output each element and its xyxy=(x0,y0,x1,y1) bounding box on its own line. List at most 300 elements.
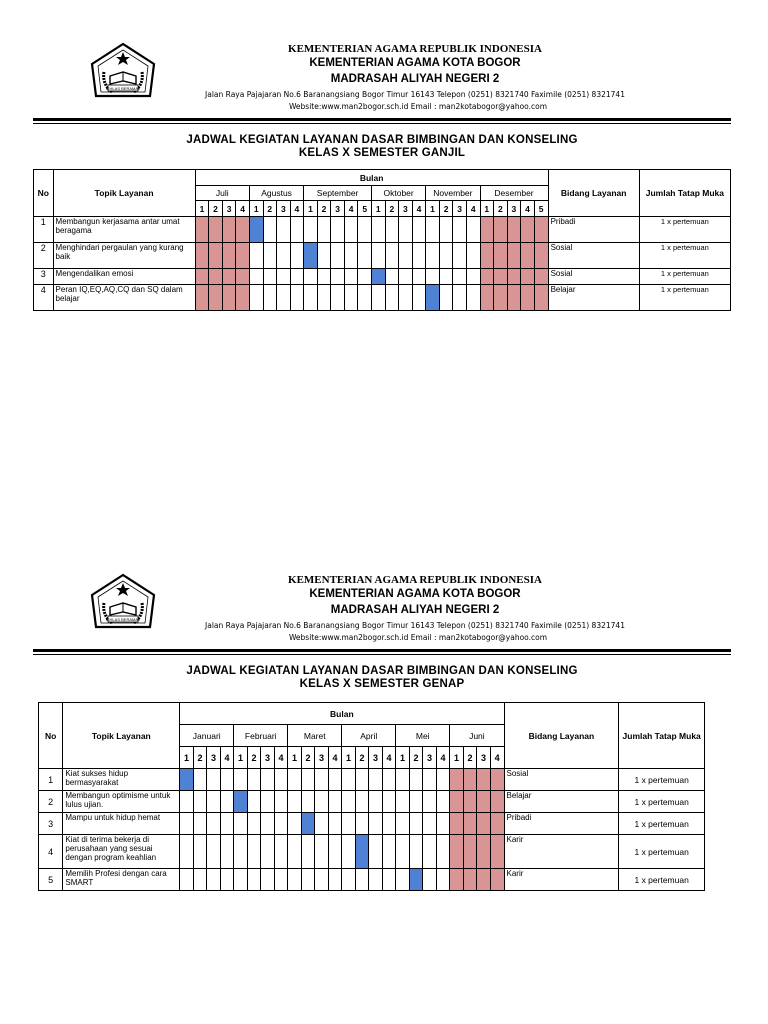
bidang-cell: Belajar xyxy=(504,791,619,813)
week-number: 4 xyxy=(220,747,234,769)
month-label: Oktober xyxy=(372,186,426,201)
month-label: Januari xyxy=(180,725,234,747)
week-cell xyxy=(453,285,467,311)
week-cell xyxy=(315,791,329,813)
week-cell xyxy=(263,285,277,311)
week-cell xyxy=(382,813,396,835)
week-cell xyxy=(274,869,288,891)
week-number: 2 xyxy=(439,201,453,217)
letterhead-divider-thin xyxy=(33,123,731,124)
month-label: Juli xyxy=(195,186,249,201)
week-number: 1 xyxy=(480,201,494,217)
week-number: 3 xyxy=(369,747,383,769)
week-cell xyxy=(396,835,410,869)
week-cell xyxy=(453,269,467,285)
week-cell xyxy=(507,285,521,311)
week-cell xyxy=(423,791,437,813)
week-cell xyxy=(274,791,288,813)
week-cell xyxy=(358,217,372,243)
week-number: 3 xyxy=(331,201,345,217)
week-cell xyxy=(396,869,410,891)
week-cell xyxy=(372,285,386,311)
letterhead-divider xyxy=(33,649,731,652)
week-number: 1 xyxy=(304,201,318,217)
week-cell xyxy=(331,269,345,285)
week-cell xyxy=(412,217,426,243)
week-cell xyxy=(236,285,250,311)
jumlah-header: Jumlah Tatap Muka xyxy=(639,170,730,217)
week-cell xyxy=(521,285,535,311)
school-name: MADRASAH ALIYAH NEGERI 2 xyxy=(330,73,500,85)
week-cell xyxy=(328,769,342,791)
week-cell xyxy=(220,791,234,813)
week-cell xyxy=(342,835,356,869)
week-cell xyxy=(466,217,480,243)
schedule-page-genap xyxy=(0,563,768,903)
week-cell xyxy=(301,835,315,869)
week-cell xyxy=(261,791,275,813)
week-cell xyxy=(490,813,504,835)
week-cell xyxy=(426,269,440,285)
week-number: 2 xyxy=(247,747,261,769)
row-number: 3 xyxy=(34,269,54,285)
week-number: 4 xyxy=(466,201,480,217)
jumlah-cell: 1 x pertemuan xyxy=(639,269,730,285)
week-cell xyxy=(331,243,345,269)
week-number: 1 xyxy=(450,747,464,769)
week-number: 3 xyxy=(423,747,437,769)
week-cell xyxy=(247,835,261,869)
week-cell xyxy=(331,285,345,311)
week-cell xyxy=(234,835,248,869)
school-address: Jalan Raya Pajajaran No.6 Baranangsiang Bogor Timur 16143 Telepon (0251) 8321740 Faximile (0251) 8321741 xyxy=(205,621,625,630)
week-cell xyxy=(382,791,396,813)
week-cell xyxy=(301,813,315,835)
week-cell xyxy=(193,769,207,791)
week-cell xyxy=(385,217,399,243)
week-cell xyxy=(249,217,263,243)
week-cell xyxy=(317,217,331,243)
week-number: 1 xyxy=(426,201,440,217)
row-number: 2 xyxy=(34,243,54,269)
week-number: 3 xyxy=(477,747,491,769)
bidang-cell: Karir xyxy=(504,869,619,891)
row-number: 3 xyxy=(39,813,63,835)
week-cell xyxy=(247,869,261,891)
week-number: 1 xyxy=(234,747,248,769)
week-number: 2 xyxy=(385,201,399,217)
week-cell xyxy=(247,791,261,813)
week-cell xyxy=(450,769,464,791)
week-cell xyxy=(209,269,223,285)
week-cell xyxy=(234,813,248,835)
week-cell xyxy=(355,835,369,869)
week-cell xyxy=(355,813,369,835)
week-cell xyxy=(207,813,221,835)
week-cell xyxy=(439,217,453,243)
week-cell xyxy=(195,269,209,285)
week-cell xyxy=(521,269,535,285)
bidang-cell: Pribadi xyxy=(504,813,619,835)
week-number: 2 xyxy=(463,747,477,769)
week-cell xyxy=(193,869,207,891)
topik-cell: Kiat sukses hidup bermasyarakat xyxy=(63,769,180,791)
table-row xyxy=(34,217,731,243)
table-row xyxy=(34,243,731,269)
month-label: September xyxy=(304,186,372,201)
logo-motto: IKHLAS BERAMAL xyxy=(105,617,141,622)
week-cell xyxy=(436,869,450,891)
school-contact: Website:www.man2bogor.sch.id Email : man2kotabogor@yahoo.com xyxy=(288,102,548,111)
bulan-header: Bulan xyxy=(180,703,504,725)
week-cell xyxy=(234,869,248,891)
jumlah-cell: 1 x pertemuan xyxy=(639,217,730,243)
week-cell xyxy=(290,243,304,269)
week-number: 4 xyxy=(490,747,504,769)
schedule-title: JADWAL KEGIATAN LAYANAN DASAR BIMBINGAN DAN KONSELING xyxy=(186,134,578,146)
week-cell xyxy=(426,217,440,243)
week-cell xyxy=(409,813,423,835)
week-cell xyxy=(317,285,331,311)
week-cell xyxy=(193,835,207,869)
week-cell xyxy=(358,243,372,269)
week-cell xyxy=(358,285,372,311)
header-row xyxy=(34,170,731,186)
letterhead xyxy=(0,563,768,642)
week-cell xyxy=(290,269,304,285)
week-cell xyxy=(209,285,223,311)
week-cell xyxy=(274,769,288,791)
week-number: 5 xyxy=(534,201,548,217)
office-line: KEMENTERIAN AGAMA KOTA BOGOR xyxy=(309,588,521,600)
jumlah-cell: 1 x pertemuan xyxy=(639,285,730,311)
week-cell xyxy=(261,835,275,869)
week-number: 4 xyxy=(328,747,342,769)
week-cell xyxy=(507,217,521,243)
week-cell xyxy=(507,269,521,285)
header-row xyxy=(39,703,705,725)
week-cell xyxy=(236,217,250,243)
week-cell xyxy=(355,769,369,791)
topik-cell: Membangun kerjasama antar umat beragama xyxy=(53,217,195,243)
week-number: 1 xyxy=(396,747,410,769)
week-cell xyxy=(436,813,450,835)
week-cell xyxy=(480,217,494,243)
week-cell xyxy=(315,835,329,869)
schedule-page-ganjil xyxy=(0,32,768,322)
week-number: 1 xyxy=(180,747,194,769)
week-number: 1 xyxy=(372,201,386,217)
week-cell xyxy=(450,869,464,891)
jumlah-header: Jumlah Tatap Muka xyxy=(619,703,705,769)
week-cell xyxy=(423,869,437,891)
week-cell xyxy=(369,869,383,891)
table-row xyxy=(39,835,705,869)
school-contact: Website:www.man2bogor.sch.id Email : man2kotabogor@yahoo.com xyxy=(288,633,548,642)
week-number: 3 xyxy=(315,747,329,769)
week-number: 2 xyxy=(301,747,315,769)
week-cell xyxy=(477,791,491,813)
week-cell xyxy=(180,791,194,813)
week-number: 2 xyxy=(494,201,508,217)
week-cell xyxy=(480,243,494,269)
letterhead xyxy=(0,32,768,111)
week-cell xyxy=(355,869,369,891)
week-cell xyxy=(180,813,194,835)
week-cell xyxy=(344,217,358,243)
week-cell xyxy=(342,769,356,791)
month-label: Maret xyxy=(288,725,342,747)
bidang-cell: Sosial xyxy=(548,243,639,269)
week-cell xyxy=(342,869,356,891)
week-cell xyxy=(222,269,236,285)
schedule-table xyxy=(38,702,705,891)
week-cell xyxy=(477,835,491,869)
week-cell xyxy=(382,769,396,791)
topik-header: Topik Layanan xyxy=(53,170,195,217)
week-cell xyxy=(274,835,288,869)
week-number: 1 xyxy=(195,201,209,217)
bidang-cell: Sosial xyxy=(504,769,619,791)
week-cell xyxy=(399,217,413,243)
week-cell xyxy=(534,243,548,269)
week-cell xyxy=(453,243,467,269)
week-cell xyxy=(399,243,413,269)
school-address: Jalan Raya Pajajaran No.6 Baranangsiang Bogor Timur 16143 Telepon (0251) 8321740 Faximile (0251) 8321741 xyxy=(205,90,625,99)
week-cell xyxy=(247,769,261,791)
week-number: 3 xyxy=(207,747,221,769)
week-cell xyxy=(209,243,223,269)
week-cell xyxy=(220,813,234,835)
week-number: 2 xyxy=(317,201,331,217)
week-cell xyxy=(261,869,275,891)
week-number: 4 xyxy=(344,201,358,217)
week-cell xyxy=(290,285,304,311)
week-cell xyxy=(249,285,263,311)
week-cell xyxy=(372,217,386,243)
jumlah-cell: 1 x pertemuan xyxy=(619,869,705,891)
week-cell xyxy=(439,243,453,269)
week-cell xyxy=(261,813,275,835)
week-cell xyxy=(423,769,437,791)
week-cell xyxy=(222,285,236,311)
week-cell xyxy=(236,243,250,269)
week-cell xyxy=(534,269,548,285)
week-cell xyxy=(463,835,477,869)
week-cell xyxy=(412,285,426,311)
week-cell xyxy=(288,869,302,891)
week-cell xyxy=(180,769,194,791)
row-number: 1 xyxy=(34,217,54,243)
ministry-line: KEMENTERIAN AGAMA REPUBLIK INDONESIA xyxy=(288,43,542,55)
week-cell xyxy=(304,243,318,269)
schedule-subtitle: KELAS X SEMESTER GANJIL xyxy=(298,147,466,159)
week-cell xyxy=(220,869,234,891)
week-number: 2 xyxy=(409,747,423,769)
week-cell xyxy=(344,243,358,269)
week-cell xyxy=(315,869,329,891)
schedule-title: JADWAL KEGIATAN LAYANAN DASAR BIMBINGAN DAN KONSELING xyxy=(186,665,578,677)
week-cell xyxy=(193,813,207,835)
topik-header: Topik Layanan xyxy=(63,703,180,769)
week-cell xyxy=(222,217,236,243)
week-cell xyxy=(342,791,356,813)
week-cell xyxy=(290,217,304,243)
week-cell xyxy=(399,269,413,285)
week-cell xyxy=(477,769,491,791)
week-cell xyxy=(317,269,331,285)
week-cell xyxy=(409,869,423,891)
week-number: 2 xyxy=(193,747,207,769)
week-cell xyxy=(453,217,467,243)
week-cell xyxy=(463,869,477,891)
week-cell xyxy=(436,769,450,791)
topik-cell: Kiat di terima bekerja di perusahaan yang sesuai dengan program keahlian xyxy=(63,835,180,869)
table-row xyxy=(34,269,731,285)
week-number: 4 xyxy=(412,201,426,217)
week-cell xyxy=(304,217,318,243)
week-cell xyxy=(423,813,437,835)
week-cell xyxy=(369,813,383,835)
week-cell xyxy=(249,243,263,269)
week-cell xyxy=(436,835,450,869)
week-cell xyxy=(331,217,345,243)
office-line: KEMENTERIAN AGAMA KOTA BOGOR xyxy=(309,57,521,69)
month-label: Mei xyxy=(396,725,450,747)
week-cell xyxy=(222,243,236,269)
week-cell xyxy=(180,835,194,869)
month-label: April xyxy=(342,725,396,747)
week-number: 3 xyxy=(222,201,236,217)
week-number: 3 xyxy=(453,201,467,217)
week-cell xyxy=(249,269,263,285)
week-number: 1 xyxy=(342,747,356,769)
jumlah-cell: 1 x pertemuan xyxy=(619,791,705,813)
week-cell xyxy=(463,769,477,791)
row-number: 5 xyxy=(39,869,63,891)
week-number: 3 xyxy=(507,201,521,217)
week-cell xyxy=(263,269,277,285)
bidang-cell: Sosial xyxy=(548,269,639,285)
jumlah-cell: 1 x pertemuan xyxy=(619,835,705,869)
week-cell xyxy=(409,835,423,869)
topik-cell: Menghindari pergaulan yang kurang baik xyxy=(53,243,195,269)
week-cell xyxy=(263,243,277,269)
month-label: Agustus xyxy=(249,186,303,201)
week-cell xyxy=(220,769,234,791)
week-cell xyxy=(207,869,221,891)
week-cell xyxy=(195,217,209,243)
week-cell xyxy=(207,835,221,869)
week-cell xyxy=(490,835,504,869)
week-cell xyxy=(466,285,480,311)
row-number: 4 xyxy=(34,285,54,311)
week-cell xyxy=(409,791,423,813)
week-cell xyxy=(382,835,396,869)
week-cell xyxy=(328,869,342,891)
week-cell xyxy=(328,835,342,869)
week-number: 1 xyxy=(249,201,263,217)
month-label: Juni xyxy=(450,725,504,747)
week-cell xyxy=(288,791,302,813)
jumlah-cell: 1 x pertemuan xyxy=(619,769,705,791)
week-cell xyxy=(490,869,504,891)
week-cell xyxy=(355,791,369,813)
week-cell xyxy=(234,791,248,813)
week-cell xyxy=(301,869,315,891)
bidang-cell: Pribadi xyxy=(548,217,639,243)
week-cell xyxy=(436,791,450,813)
topik-cell: Memilih Profesi dengan cara SMART xyxy=(63,869,180,891)
row-number: 2 xyxy=(39,791,63,813)
table-row xyxy=(34,285,731,311)
week-number: 3 xyxy=(399,201,413,217)
week-cell xyxy=(439,269,453,285)
week-cell xyxy=(399,285,413,311)
week-cell xyxy=(301,791,315,813)
week-number: 3 xyxy=(261,747,275,769)
week-cell xyxy=(369,791,383,813)
topik-cell: Mampu untuk hidup hemat xyxy=(63,813,180,835)
week-cell xyxy=(423,835,437,869)
week-number: 2 xyxy=(209,201,223,217)
letterhead-divider-thin xyxy=(33,654,731,655)
week-cell xyxy=(372,243,386,269)
week-cell xyxy=(315,769,329,791)
topik-cell: Membangun optimisme untuk lulus ujian. xyxy=(63,791,180,813)
ministry-line: KEMENTERIAN AGAMA REPUBLIK INDONESIA xyxy=(288,574,542,586)
week-cell xyxy=(277,269,291,285)
letterhead-divider xyxy=(33,118,731,121)
no-header: No xyxy=(39,703,63,769)
week-cell xyxy=(304,269,318,285)
week-cell xyxy=(220,835,234,869)
week-cell xyxy=(534,285,548,311)
week-number: 2 xyxy=(263,201,277,217)
week-cell xyxy=(342,813,356,835)
week-number: 2 xyxy=(355,747,369,769)
row-number: 4 xyxy=(39,835,63,869)
row-number: 1 xyxy=(39,769,63,791)
week-cell xyxy=(439,285,453,311)
week-cell xyxy=(463,791,477,813)
week-cell xyxy=(372,269,386,285)
week-cell xyxy=(521,217,535,243)
bidang-cell: Karir xyxy=(504,835,619,869)
week-cell xyxy=(277,217,291,243)
bulan-header: Bulan xyxy=(195,170,548,186)
week-cell xyxy=(207,791,221,813)
week-cell xyxy=(369,835,383,869)
week-cell xyxy=(261,769,275,791)
week-cell xyxy=(344,269,358,285)
week-cell xyxy=(195,243,209,269)
table-row xyxy=(39,869,705,891)
week-cell xyxy=(477,869,491,891)
week-cell xyxy=(466,269,480,285)
week-cell xyxy=(344,285,358,311)
month-label: Februari xyxy=(234,725,288,747)
week-cell xyxy=(328,813,342,835)
topik-cell: Peran IQ,EQ,AQ,CQ dan SQ dalam belajar xyxy=(53,285,195,311)
logo-motto: IKHLAS BERAMAL xyxy=(105,86,141,91)
week-cell xyxy=(207,769,221,791)
week-number: 4 xyxy=(382,747,396,769)
jumlah-cell: 1 x pertemuan xyxy=(639,243,730,269)
week-number: 4 xyxy=(274,747,288,769)
schedule-subtitle: KELAS X SEMESTER GENAP xyxy=(299,678,465,690)
week-cell xyxy=(317,243,331,269)
